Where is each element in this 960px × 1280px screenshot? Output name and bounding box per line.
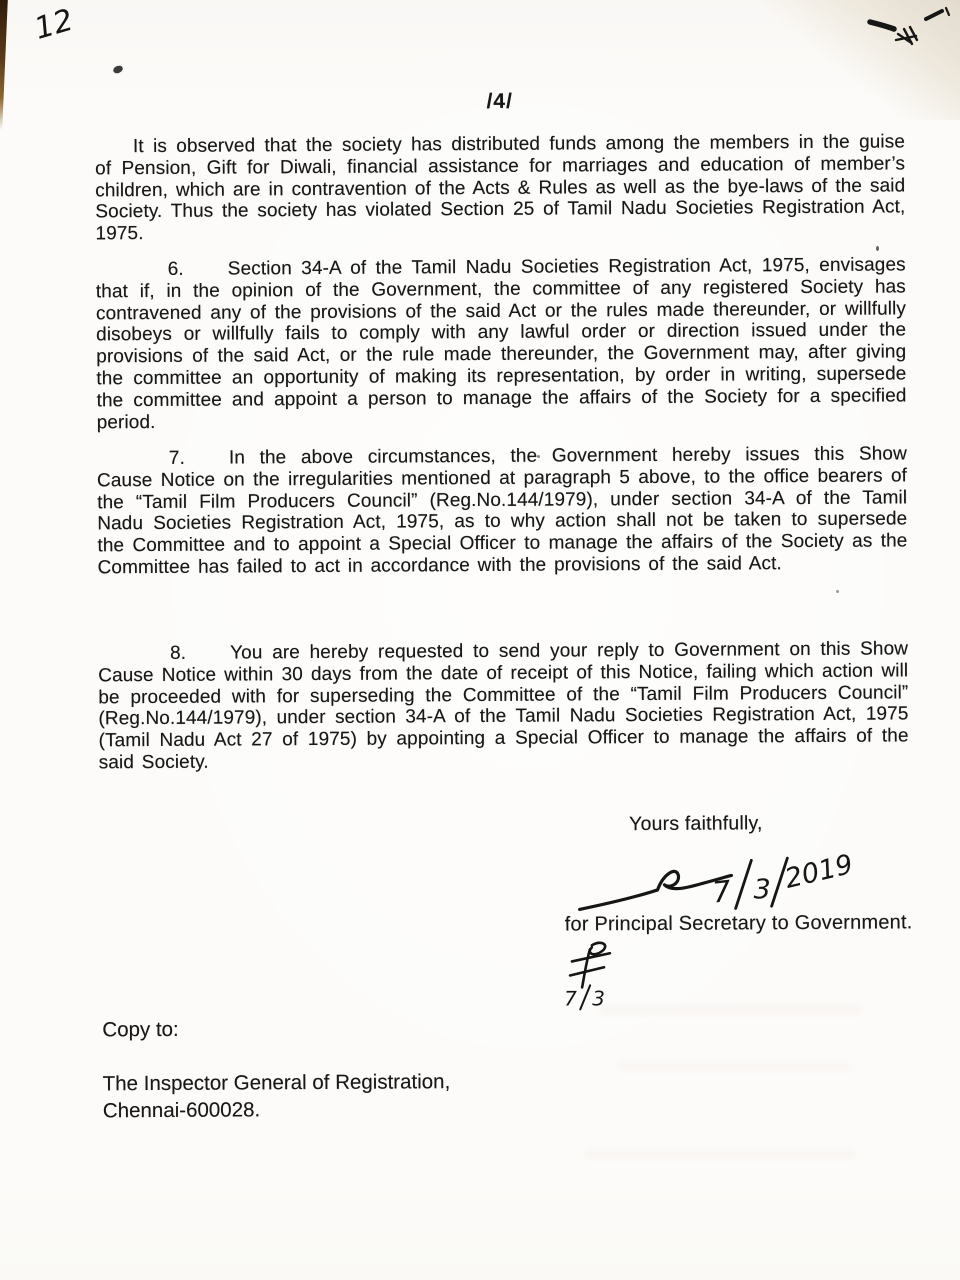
recipient-city: Chennai-600028. [102, 1098, 261, 1123]
paragraph-text: Section 34-A of the Tamil Nadu Societies Registration Act, 1975, envisages that if, in the opinion of the Government, the committee of any registered Society has contravened any of the provisions of the said Act or the rules made thereunder, or willfully disobeys or willfully fails to comply with any lawful order or direction issued under the provisions of the said Act, or the rule made thereunder, the Government may, after giving the committee an opportunity of making its representation, by order in writing, supersede the committee and appoint a person to manage the affairs of the Society for a specified period. [95, 254, 907, 433]
signatory-line: for Principal Secretary to Government. [564, 911, 913, 936]
signature-scrawl [579, 871, 731, 909]
recipient-name: The Inspector General of Registration, [102, 1070, 451, 1096]
signature-date-year: 2019 [781, 848, 856, 895]
paragraph-text: You are hereby requested to send your reply to Government on this Show Cause Notice within 30 days from the date of receipt of this Notice, failing which action will be proceeded with for superseding the Committee of the “Tamil Film Producers Council” (Reg.No.144/1979), under section 34-A of the Tamil Nadu Societies Registration Act, 1975 (Tamil Nadu Act 27 of 1975) by appointing a Special Officer to manage the affairs of the said Society. [98, 638, 909, 774]
paragraph-intro [95, 131, 906, 245]
paragraph-text: In the above circumstances, the Government hereby issues this Show Cause Notice on the irregularities mentioned at paragraph 5 above, to the office bearers of the “Tamil Film Producers Council” (Reg.No.144/1979), under section 34-A of the Tamil Nadu Societies Registration Act, 1975, as to why action shall not be taken to supersede the Committee and to appoint a Special Officer to manage the affairs of the Society as the Committee has failed to act in accordance with the provisions of the said Act. [96, 443, 908, 579]
handwritten-initials [560, 937, 624, 1013]
paragraph-text: It is observed that the society has distributed funds among the members in the guise of Pension, Gift for Diwali, financial assistance for marriages and education of member’s children, which are in contravention of the Acts & Rules as well as the bye-laws of the said Society. Thus the society has violated Section 25 of Tamil Nadu Societies Registration Act, 1975. [95, 131, 906, 245]
page-number: /4/ [486, 89, 513, 113]
paragraph-7 [97, 443, 908, 579]
initials-month: 3 [592, 986, 605, 1011]
copy-to-recipient [103, 1068, 451, 1124]
signature-date-month: 3 [753, 874, 771, 906]
valediction: Yours faithfully, [629, 812, 763, 836]
paragraph-8 [98, 638, 909, 774]
initials-day: 7 [564, 986, 577, 1011]
paragraph-number: 8. [170, 642, 187, 664]
paragraph-6 [96, 254, 907, 433]
signature-date-day: 7 [710, 873, 733, 910]
paragraph-number: 7. [168, 447, 185, 469]
corner-note-text: 12 [30, 2, 78, 47]
paragraph-number: 6. [167, 258, 184, 280]
copy-to-label: Copy to: [102, 1017, 179, 1042]
